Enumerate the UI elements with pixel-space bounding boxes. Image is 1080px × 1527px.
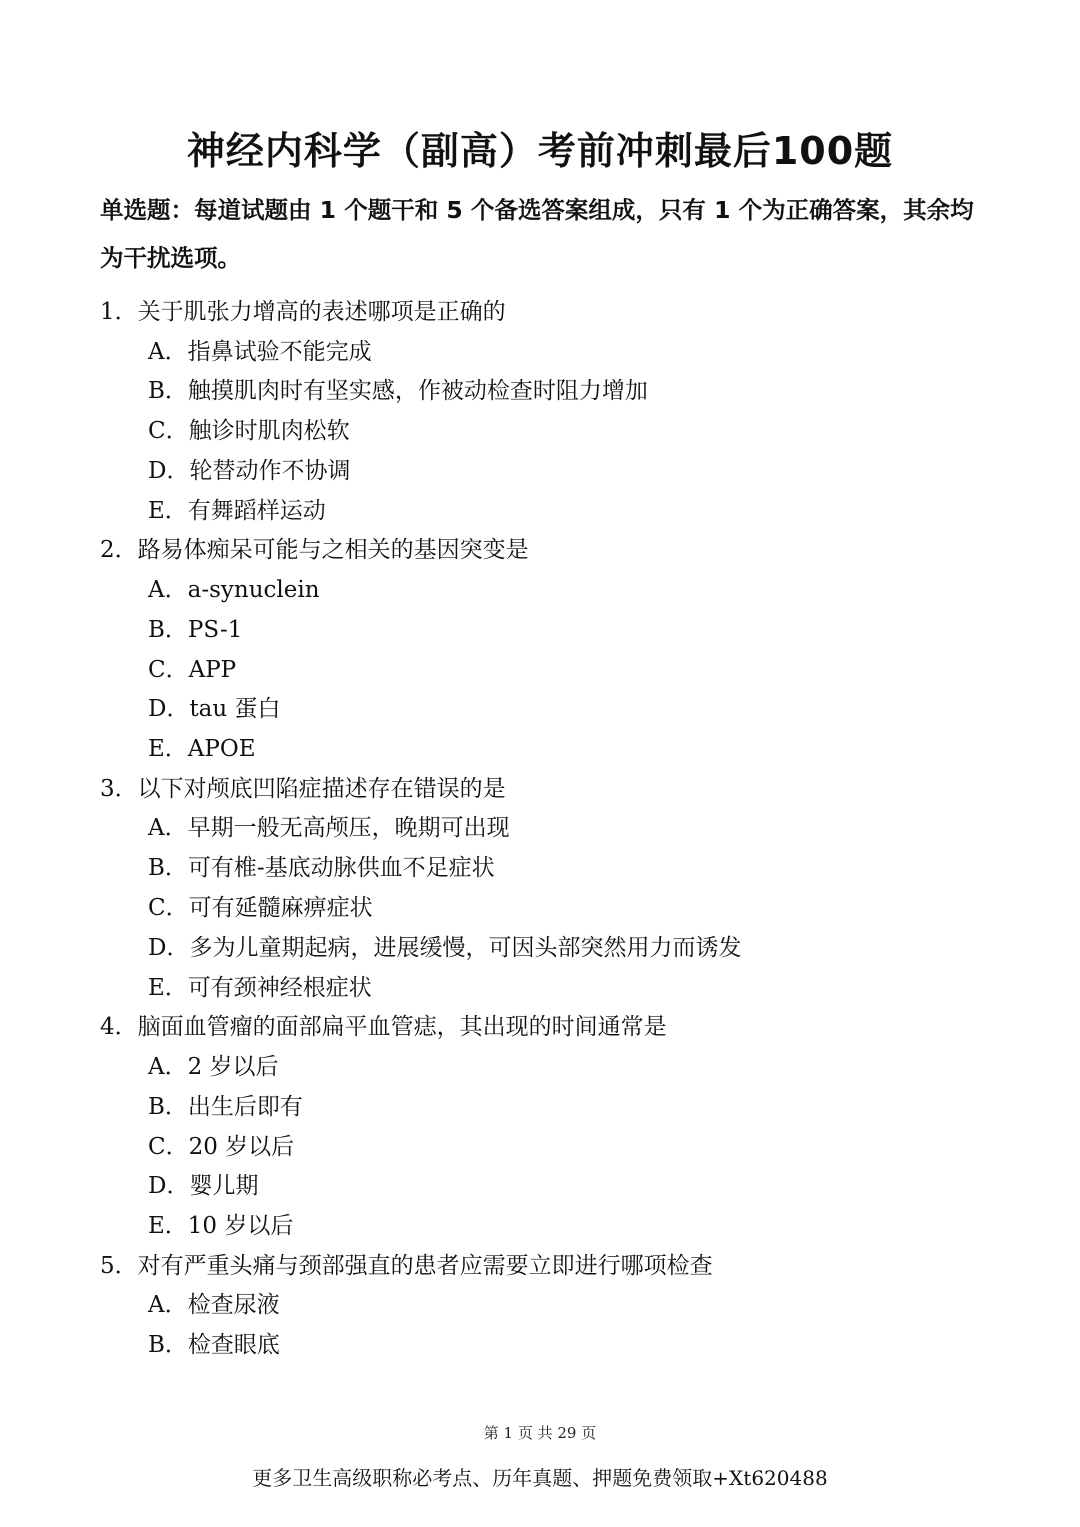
option-b: B．可有椎-基底动脉供血不足症状 xyxy=(148,855,495,882)
option-c: C．APP xyxy=(148,656,237,683)
option-b: B．触摸肌肉时有坚实感，作被动检查时阻力增加 xyxy=(148,378,648,405)
question-stem: 3．以下对颅底凹陷症描述存在错误的是 xyxy=(100,775,506,802)
option-e: E．有舞蹈样运动 xyxy=(148,497,326,524)
option-b: B．出生后即有 xyxy=(148,1093,303,1120)
option-e: E．APOE xyxy=(148,736,256,763)
question-stem: 2．路易体痴呆可能与之相关的基因突变是 xyxy=(100,537,529,564)
option-d: D．轮替动作不协调 xyxy=(148,457,351,484)
question-stem: 5．对有严重头痛与颈部强直的患者应需要立即进行哪项检查 xyxy=(100,1252,713,1279)
question-stem: 1．关于肌张力增高的表述哪项是正确的 xyxy=(100,299,506,325)
option-a: A．指鼻试验不能完成 xyxy=(148,338,372,365)
footer-promo: 更多卫生高级职称必考点、历年真题、押题免费领取+Xt620488 xyxy=(252,1466,828,1490)
option-b: B．PS-1 xyxy=(148,616,243,643)
option-c: C．可有延髓麻痹症状 xyxy=(148,895,373,922)
question-1 xyxy=(100,293,1000,531)
option-d: D．tau 蛋白 xyxy=(148,696,281,723)
page-title: 神经内科学（副高）考前冲刺最后100题 xyxy=(186,129,894,173)
option-b: B．检查眼底 xyxy=(148,1332,280,1359)
instructions: 单选题：每道试题由 1 个题干和 5 个备选答案组成，只有 1 个为正确答案，其余均为干扰选项。 xyxy=(100,196,974,272)
question-5 xyxy=(100,1247,1000,1366)
page-number: 第 1 页 共 29 页 xyxy=(483,1424,597,1442)
option-c: C．20 岁以后 xyxy=(148,1133,295,1160)
option-a: A．检查尿液 xyxy=(148,1292,280,1319)
question-3 xyxy=(100,770,1000,1008)
option-a: A．2 岁以后 xyxy=(148,1053,279,1080)
option-e: E．10 岁以后 xyxy=(148,1213,294,1240)
option-d: D．多为儿童期起病，进展缓慢，可因头部突然用力而诱发 xyxy=(148,934,742,961)
option-e: E．可有颈神经根症状 xyxy=(148,974,372,1001)
option-a: A．a-synuclein xyxy=(148,576,320,603)
option-a: A．早期一般无高颅压，晚期可出现 xyxy=(148,815,510,842)
option-d: D．婴儿期 xyxy=(148,1173,259,1200)
question-stem: 4．脑面血管瘤的面部扁平血管痣，其出现的时间通常是 xyxy=(100,1014,667,1041)
question-4 xyxy=(100,1008,1000,1246)
question-list xyxy=(100,293,1000,1366)
question-2 xyxy=(100,531,1000,769)
option-c: C．触诊时肌肉松软 xyxy=(148,418,350,445)
